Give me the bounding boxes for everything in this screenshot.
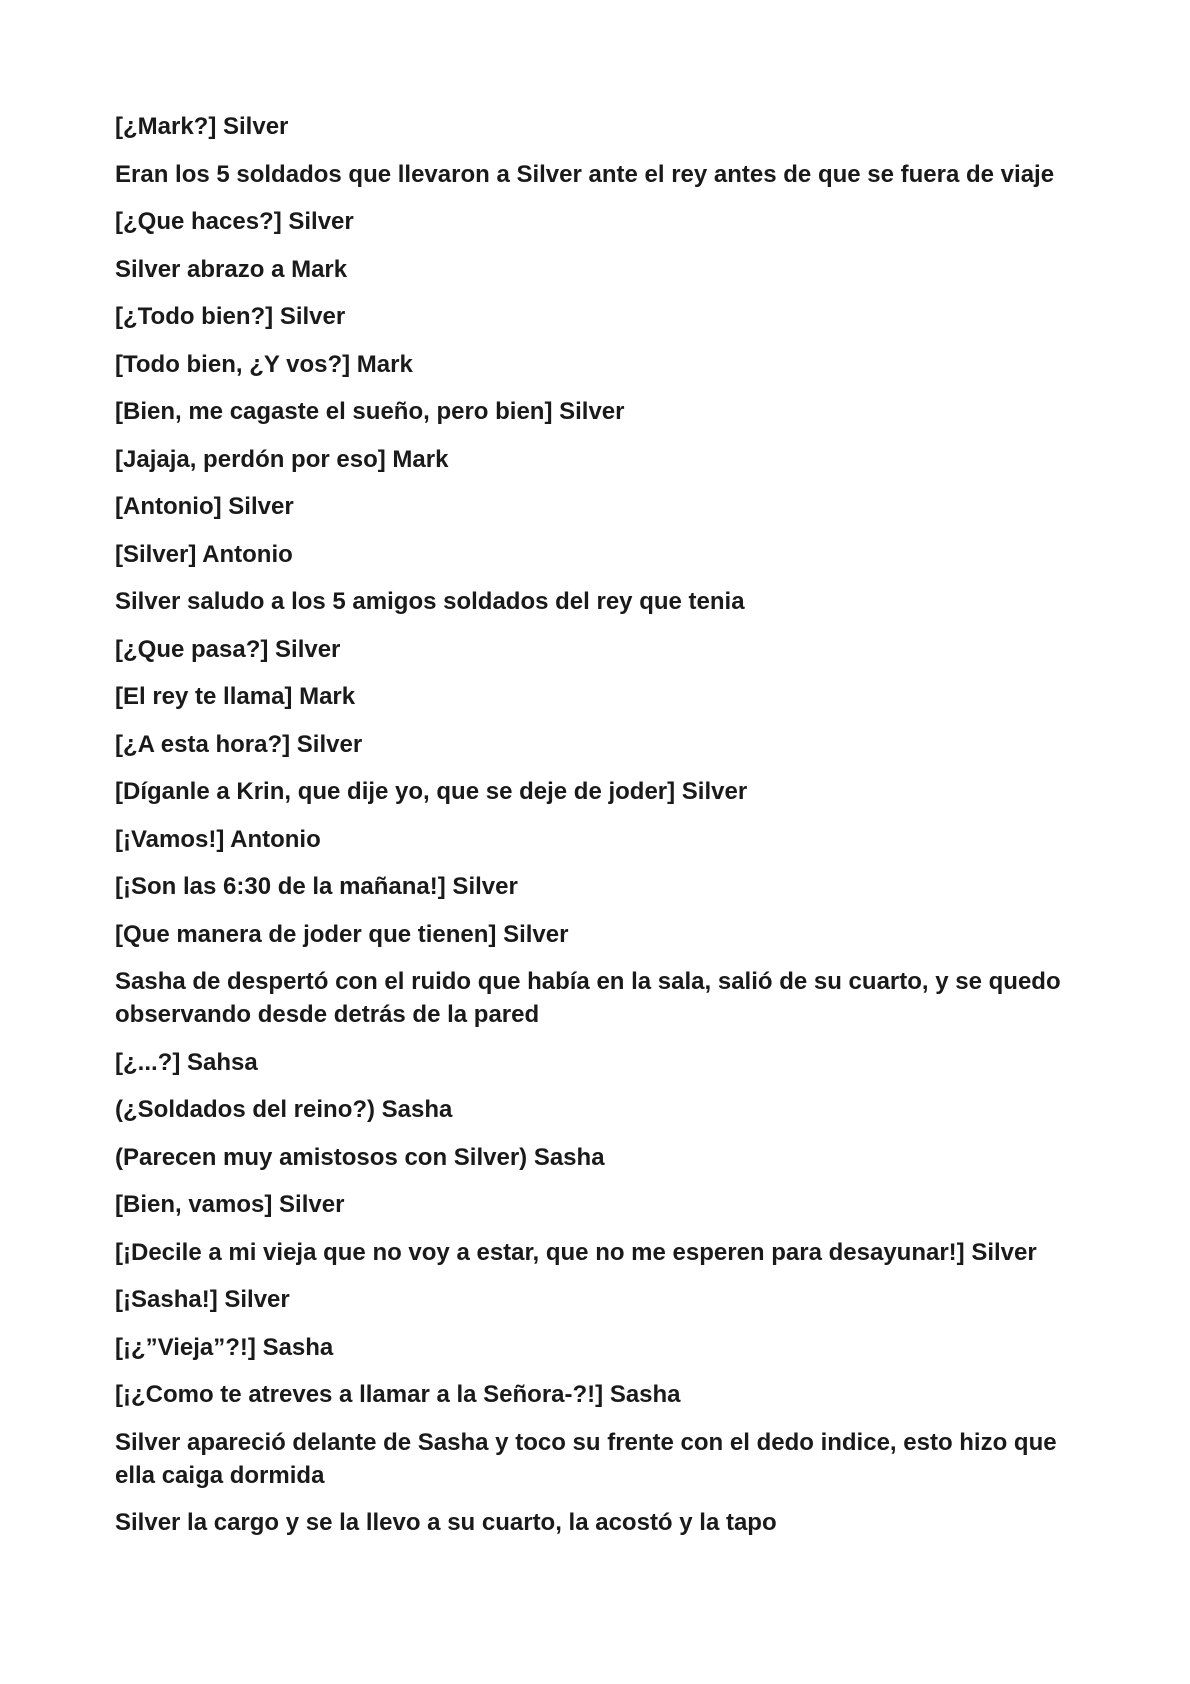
story-line: [¿A esta hora?] Silver	[115, 730, 363, 758]
story-line: [Antonio] Silver	[115, 493, 294, 520]
story-line: [¿Que pasa?] Silver	[115, 635, 341, 663]
story-line: [Díganle a Krin, que dije yo, que se deje de joder] Silver	[115, 778, 748, 805]
story-line: Silver saludo a los 5 amigos soldados del rey que tenia	[115, 588, 745, 615]
story-line: (¿Soldados del reino?) Sasha	[115, 1096, 453, 1123]
story-line: [Que manera de joder que tienen] Silver	[115, 920, 569, 948]
story-line: Silver apareció delante de Sasha y toco su frente con el dedo indice, esto hizo que ella caiga dormida	[115, 1428, 1057, 1489]
story-line: [¿...?] Sahsa	[115, 1048, 258, 1076]
story-line: [¡Son las 6:30 de la mañana!] Silver	[115, 873, 518, 900]
story-line: Silver la cargo y se la llevo a su cuarto, la acostó y la tapo	[115, 1509, 777, 1536]
story-line: [Silver] Antonio	[115, 540, 293, 568]
story-line: [Todo bien, ¿Y vos?] Mark	[115, 350, 413, 378]
story-line: [¡¿Como te atreves a llamar a la Señora-?!] Sasha	[115, 1381, 681, 1408]
story-line: [¡¿”Vieja”?!] Sasha	[115, 1333, 334, 1361]
story-line: [Bien, vamos] Silver	[115, 1191, 345, 1218]
story-line: Silver abrazo a Mark	[115, 255, 348, 283]
story-line: Sasha de despertó con el ruido que había en la sala, salió de su cuarto, y se quedo observando desde detrás de la pared	[115, 968, 1061, 1028]
story-text	[115, 110, 1085, 1554]
story-line: [¡Sasha!] Silver	[115, 1286, 290, 1313]
story-line: [¡Decile a mi vieja que no voy a estar, que no me esperen para desayunar!] Silver	[115, 1238, 1037, 1266]
story-line: [¿Todo bien?] Silver	[115, 303, 346, 330]
story-line: (Parecen muy amistosos con Silver) Sasha	[115, 1143, 605, 1171]
story-line: [¿Mark?] Silver	[115, 113, 289, 140]
story-line: [¿Que haces?] Silver	[115, 208, 354, 235]
story-line: [¡Vamos!] Antonio	[115, 825, 321, 853]
story-line: Eran los 5 soldados que llevaron a Silver ante el rey antes de que se fuera de viaje	[115, 160, 1055, 188]
story-line: [Jajaja, perdón por eso] Mark	[115, 445, 449, 473]
story-line: [El rey te llama] Mark	[115, 683, 356, 710]
story-line: [Bien, me cagaste el sueño, pero bien] Silver	[115, 398, 625, 425]
